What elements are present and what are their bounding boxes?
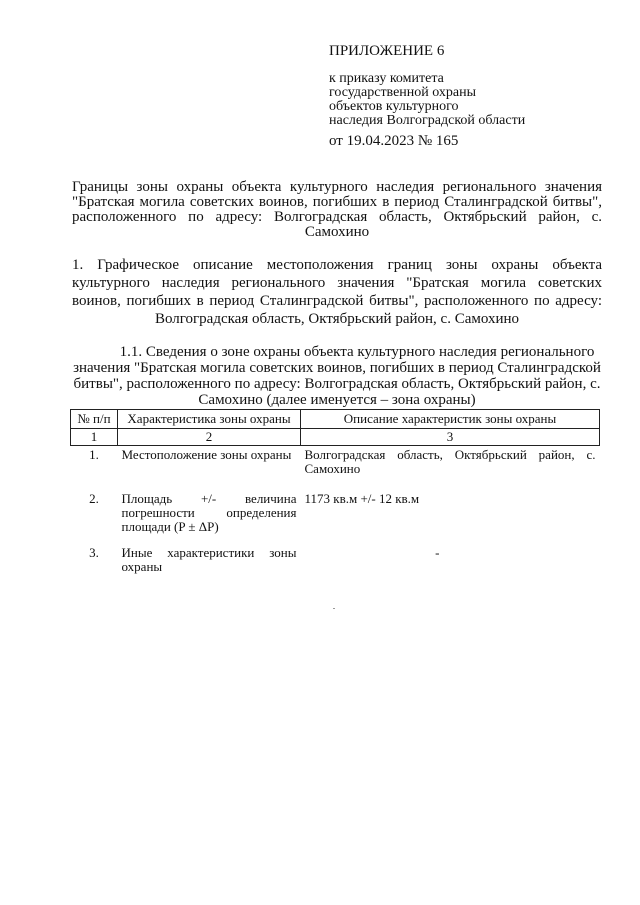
table-row	[71, 544, 600, 578]
document-title: Границы зоны охраны объекта культурного наследия регионального значения "Братская могила советских воинов, погибших в период Сталинградской битвы", расположенного по адресу: Волгоградская область, Октябрьский район, с. Самохино	[72, 179, 602, 240]
appendix-date: от 19.04.2023 № 165	[329, 133, 459, 149]
row-number: 1.	[89, 447, 99, 462]
header-characteristic: Характеристика зоны охраны	[118, 410, 301, 429]
row-characteristic: Иные характеристики зоны охраны	[121, 545, 297, 574]
appendix-order-ref: к приказу комитета государственной охраны объектов культурного наследия Волгоградской области	[329, 71, 526, 128]
row-characteristic: Местоположение зоны охраны	[121, 447, 292, 462]
row-description: -	[435, 545, 440, 560]
row-characteristic: Площадь +/- величина погрешности определения площади (P ± ΔP)	[121, 491, 297, 534]
header-number: № п/п	[71, 410, 118, 429]
zone-info-table	[70, 409, 600, 578]
table-index-row	[71, 429, 600, 446]
table-row	[71, 490, 600, 544]
section-1-1-heading	[72, 344, 602, 408]
row-description: Волгоградская область, Октябрьский район, с. Самохино	[304, 447, 596, 476]
table-header-row	[71, 410, 600, 429]
section-1-heading: 1. Графическое описание местоположения границ зоны охраны объекта культурного наследия регионального значения "Братская могила советских воинов, погибших в период Сталинградской битвы", расположенного по адресу: Волгоградская область, Октябрьский район, с. Самохино	[72, 257, 602, 327]
index-cell: 3	[301, 429, 600, 446]
header-description: Описание характеристик зоны охраны	[301, 410, 600, 429]
row-description: 1173 кв.м +/- 12 кв.м	[304, 491, 420, 506]
table-row	[71, 446, 600, 491]
row-number: 2.	[89, 491, 99, 506]
scan-speck	[333, 608, 335, 609]
index-cell: 2	[118, 429, 301, 446]
appendix-block	[329, 43, 526, 149]
index-cell: 1	[71, 429, 118, 446]
row-number: 3.	[89, 545, 99, 560]
section-1-1-text: 1.1. Сведения о зоне охраны объекта культурного наследия регионального значения "Братская могила советских воинов, погибших в период Сталинградской битвы", расположенного по адресу: Волгоградская область, Октябрьский район, с. Самохино (далее именуется – зона охраны)	[73, 344, 601, 408]
appendix-title: ПРИЛОЖЕНИЕ 6	[329, 43, 445, 59]
